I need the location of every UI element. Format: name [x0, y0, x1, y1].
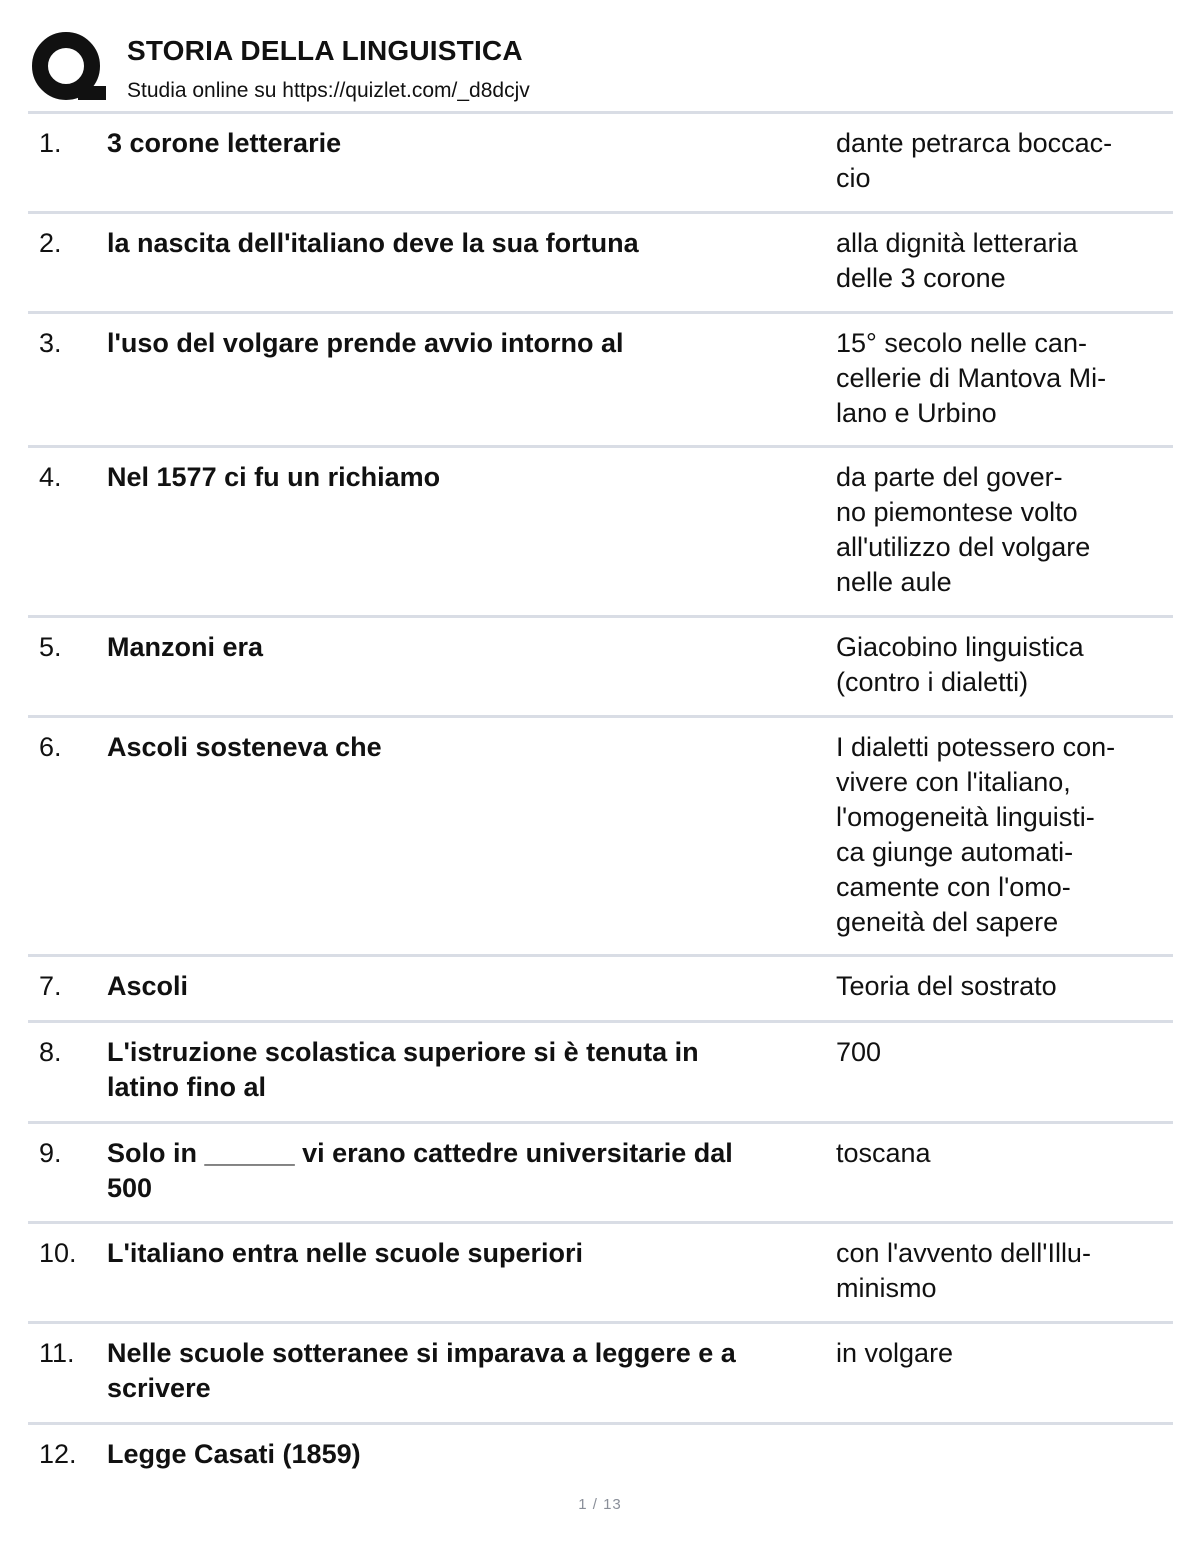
card-number: 5. — [39, 632, 62, 662]
card-definition — [836, 730, 1171, 940]
card-number: 6. — [39, 732, 62, 762]
definition-line: 700 — [836, 1037, 882, 1067]
card-term — [107, 126, 847, 161]
card-term — [107, 1136, 847, 1206]
term-line: Solo in ______ vi erano cattedre universitarie dal — [107, 1138, 733, 1168]
definition-line: nelle aule — [836, 567, 952, 597]
flashcard-row — [28, 1124, 1173, 1224]
quizlet-q-logo-icon — [30, 30, 106, 106]
definition-line: ca giunge automati- — [836, 837, 1074, 867]
flashcard-row — [28, 1224, 1173, 1324]
card-term — [107, 226, 847, 261]
card-definition — [836, 1336, 1171, 1371]
definition-line: I dialetti potessero con- — [836, 732, 1116, 762]
term-line: Nelle scuole sotteranee si imparava a leggere e a — [107, 1338, 736, 1368]
card-number: 3. — [39, 328, 62, 358]
card-number: 8. — [39, 1037, 62, 1067]
term-line: 500 — [107, 1173, 153, 1203]
definition-line: alla dignità letteraria — [836, 228, 1078, 258]
card-term — [107, 1437, 847, 1472]
flashcard-row — [28, 114, 1173, 214]
definition-line: in volgare — [836, 1338, 954, 1368]
document-header — [30, 30, 1172, 110]
definition-line: vivere con l'italiano, — [836, 767, 1071, 797]
term-line: la nascita dell'italiano deve la sua fortuna — [107, 228, 639, 258]
card-definition — [836, 326, 1171, 431]
card-term — [107, 730, 847, 765]
study-online-line — [127, 79, 530, 103]
definition-line: all'utilizzo del volgare — [836, 532, 1091, 562]
card-number: 1. — [39, 128, 62, 158]
quizlet-set-link[interactable]: https://quizlet.com/_d8dcjv — [282, 79, 530, 102]
definition-line: 15° secolo nelle can- — [836, 328, 1087, 358]
card-definition — [836, 226, 1171, 296]
card-definition — [836, 126, 1171, 196]
definition-line: delle 3 corone — [836, 263, 1006, 293]
definition-line: dante petrarca boccac- — [836, 128, 1113, 158]
term-line: Ascoli — [107, 971, 189, 1001]
definition-line: con l'avvento dell'Illu- — [836, 1238, 1091, 1268]
definition-line: no piemontese volto — [836, 497, 1078, 527]
card-term — [107, 969, 847, 1004]
card-term — [107, 1236, 847, 1271]
term-line: Nel 1577 ci fu un richiamo — [107, 462, 441, 492]
definition-line: geneità del sapere — [836, 907, 1059, 937]
flashcard-list — [28, 114, 1173, 1485]
term-line: L'istruzione scolastica superiore si è tenuta in — [107, 1037, 699, 1067]
page-indicator: 1 / 13 — [578, 1496, 622, 1513]
card-term — [107, 460, 847, 495]
definition-line: toscana — [836, 1138, 931, 1168]
card-number: 11. — [39, 1338, 75, 1368]
term-line: 3 corone letterarie — [107, 128, 342, 158]
card-number: 12. — [39, 1439, 77, 1469]
definition-line: camente con l'omo- — [836, 872, 1071, 902]
card-definition — [836, 1136, 1171, 1171]
term-line: Manzoni era — [107, 632, 264, 662]
definition-line: cio — [836, 163, 871, 193]
card-number: 7. — [39, 971, 62, 1001]
term-line: l'uso del volgare prende avvio intorno al — [107, 328, 624, 358]
definition-line: minismo — [836, 1273, 937, 1303]
definition-line: Teoria del sostrato — [836, 971, 1057, 1001]
flashcard-row — [28, 1324, 1173, 1425]
card-definition — [836, 460, 1171, 600]
card-number: 10. — [39, 1238, 77, 1268]
card-definition — [836, 630, 1171, 700]
flashcard-row — [28, 448, 1173, 618]
term-line: scrivere — [107, 1373, 211, 1403]
card-term — [107, 1336, 847, 1406]
flashcard-row — [28, 214, 1173, 314]
card-term — [107, 630, 847, 665]
card-definition — [836, 969, 1171, 1004]
definition-line: Giacobino linguistica — [836, 632, 1084, 662]
flashcard-row — [28, 957, 1173, 1023]
flashcard-row — [28, 1425, 1173, 1485]
term-line: Legge Casati (1859) — [107, 1439, 361, 1469]
term-line: Ascoli sosteneva che — [107, 732, 382, 762]
card-number: 2. — [39, 228, 62, 258]
definition-line: lano e Urbino — [836, 398, 997, 428]
flashcard-row — [28, 1023, 1173, 1124]
card-number: 9. — [39, 1138, 62, 1168]
card-term — [107, 326, 847, 361]
definition-line: da parte del gover- — [836, 462, 1063, 492]
document-title: STORIA DELLA LINGUISTICA — [127, 35, 523, 66]
definition-line: cellerie di Mantova Mi- — [836, 363, 1107, 393]
definition-line: (contro i dialetti) — [836, 667, 1029, 697]
card-number: 4. — [39, 462, 62, 492]
card-definition — [836, 1236, 1171, 1306]
study-online-prefix: Studia online su — [127, 79, 283, 102]
card-definition — [836, 1035, 1171, 1070]
term-line: latino fino al — [107, 1072, 266, 1102]
definition-line: l'omogeneità linguisti- — [836, 802, 1095, 832]
flashcard-row — [28, 718, 1173, 957]
term-line: L'italiano entra nelle scuole superiori — [107, 1238, 584, 1268]
card-term — [107, 1035, 847, 1105]
flashcard-row — [28, 314, 1173, 448]
flashcard-row — [28, 618, 1173, 718]
